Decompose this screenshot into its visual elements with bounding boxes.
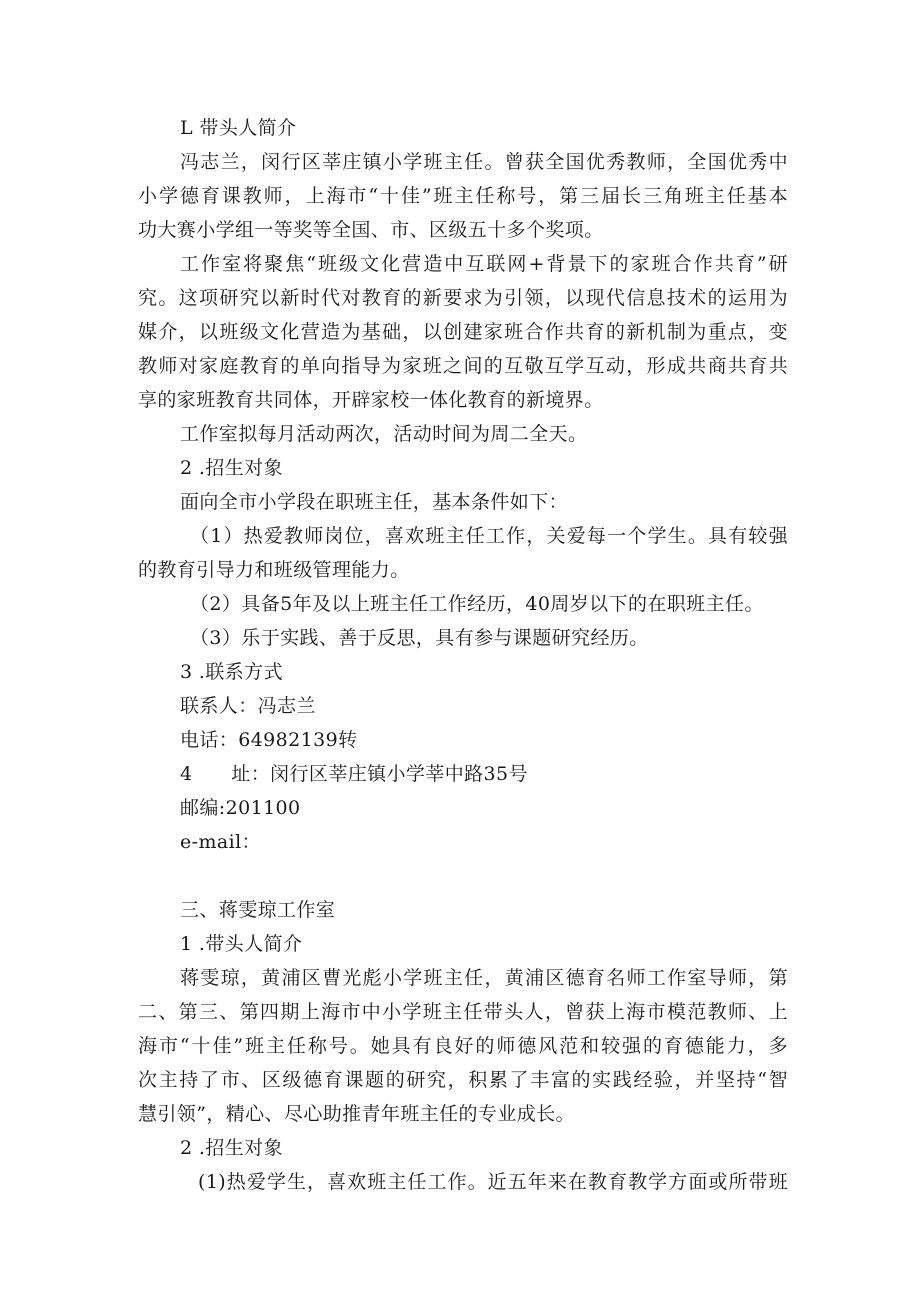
section2-email: e-mail： [180, 831, 261, 853]
section2-contact-heading: 3 .联系方式 [180, 661, 283, 683]
section3-recruit-heading: 2 .招生对象 [180, 1137, 283, 1159]
section2-condition2: （2）具备5年及以上班主任工作经历，40周岁以下的在职班主任。 [190, 593, 764, 615]
section3-intro-line-3: 海市“十佳”班主任称号。她具有良好的师德风范和较强的育德能力，多 [138, 1035, 788, 1057]
section2-research-line-4: 教师对家庭教育的单向指导为家班之间的互敬互学互动，形成共商共育共 [138, 355, 788, 377]
section2-condition3: （3）乐于实践、善于反思，具有参与课题研究经历。 [190, 627, 649, 649]
section2-postcode: 邮编:201100 [180, 797, 301, 819]
section2-intro-line-2: 小学德育课教师，上海市“十佳”班主任称号，第三届长三角班主任基本 [138, 185, 788, 207]
section3-leader-heading: 1 .带头人简介 [180, 933, 303, 955]
section2-research-line-1: 工作室将聚焦“班级文化营造中互联网+背景下的家班合作共育”研 [180, 253, 788, 275]
section3-intro-line-1: 蒋雯琼，黄浦区曹光彪小学班主任，黄浦区德育名师工作室导师，第 [180, 967, 788, 989]
section2-intro-line-1: 冯志兰，闵行区莘庄镇小学班主任。曾获全国优秀教师，全国优秀中 [180, 151, 788, 173]
section2-intro-line-3: 功大赛小学组一等奖等全国、市、区级五十多个奖项。 [138, 219, 604, 241]
section3-intro-line-5: 慧引领”，精心、尽心助推青年班主任的专业成长。 [138, 1103, 575, 1125]
section2-condition1-line-2: 的教育引导力和班级管理能力。 [138, 559, 410, 581]
section2-research-line-2: 究。这项研究以新时代对教育的新要求为引领，以现代信息技术的运用为 [138, 287, 788, 309]
section2-schedule: 工作室拟每月活动两次，活动时间为周二全天。 [180, 423, 588, 445]
section3-title: 三、蒋雯琼工作室 [180, 899, 336, 921]
section2-condition1-line-1: （1）热爱教师岗位，喜欢班主任工作，关爱每一个学生。具有较强 [190, 525, 788, 547]
section3-condition1: (1)热爱学生，喜欢班主任工作。近五年来在教育教学方面或所带班 [198, 1171, 788, 1193]
section2-address: 4 址：闵行区莘庄镇小学莘中路35号 [180, 763, 528, 785]
section2-contact-person: 联系人：冯志兰 [180, 695, 316, 717]
section2-recruit-heading: 2 .招生对象 [180, 457, 283, 479]
section2-research-line-3: 媒介，以班级文化营造为基础，以创建家班合作共育的新机制为重点，变 [138, 321, 788, 343]
section2-leader-heading: L 带头人简介 [180, 117, 297, 139]
section3-intro-line-4: 次主持了市、区级德育课题的研究，积累了丰富的实践经验，并坚持“智 [138, 1069, 788, 1091]
section3-intro-line-2: 二、第三、第四期上海市中小学班主任带头人，曾获上海市模范教师、上 [138, 1001, 788, 1023]
section2-research-line-5: 享的家班教育共同体，开辟家校一体化教育的新境界。 [138, 389, 604, 411]
section2-phone: 电话：64982139转 [180, 729, 358, 751]
section2-recruit-intro: 面向全市小学段在职班主任，基本条件如下： [180, 491, 569, 513]
